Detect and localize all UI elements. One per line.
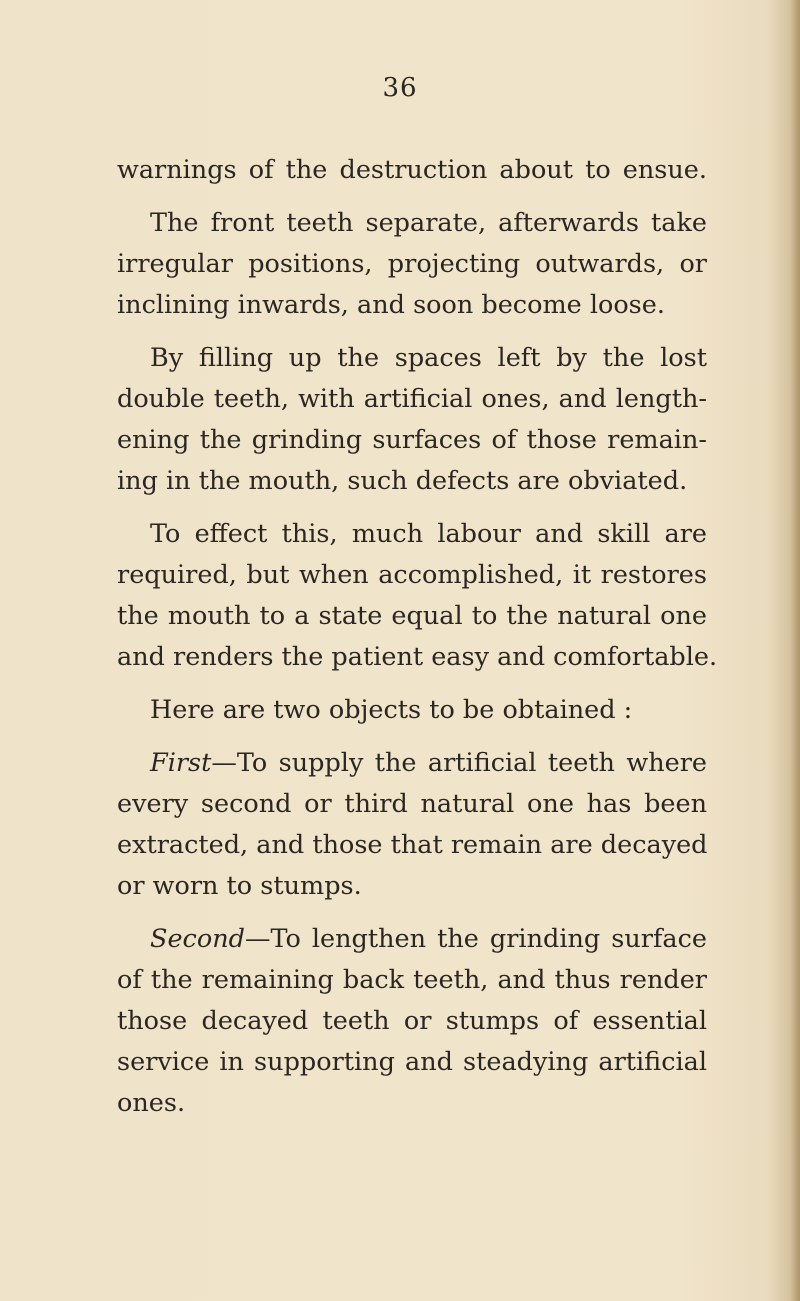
text-run: —To supply the artificial teeth where (211, 748, 707, 778)
text-line: of the remaining back teeth, and thus render (117, 965, 707, 995)
first-label: First (150, 748, 212, 778)
text-line: To effect this, much labour and skill are (150, 519, 707, 549)
text-line: ones. (117, 1088, 186, 1118)
text-line: warnings of the destruction about to ensue. (117, 155, 707, 185)
text-line: ening the grinding surfaces of those remain- (117, 425, 707, 455)
text-line: and renders the patient easy and comfortable. (117, 642, 718, 672)
text-line: extracted, and those that remain are decayed (117, 830, 708, 860)
body-text (117, 150, 718, 1124)
page-number: 36 (382, 73, 418, 103)
text-line: By filling up the spaces left by the lost (150, 343, 707, 373)
text-line: irregular positions, projecting outwards, or (117, 249, 707, 279)
text-line (117, 743, 707, 784)
text-line: The front teeth separate, afterwards take (150, 208, 707, 238)
text-line: the mouth to a state equal to the natural one (117, 601, 707, 631)
page-edge-shadow (790, 0, 800, 1301)
second-label: Second (150, 924, 245, 954)
text-line: ing in the mouth, such defects are obviated. (117, 466, 688, 496)
text-line: those decayed teeth or stumps of essential (117, 1006, 707, 1036)
text-line: double teeth, with artificial ones, and length- (117, 384, 707, 414)
text-line: service in supporting and steadying artificial (117, 1047, 707, 1077)
text-line: Here are two objects to be obtained : (150, 695, 633, 725)
text-line: every second or third natural one has been (117, 789, 707, 819)
text-line (117, 919, 707, 960)
text-line: or worn to stumps. (117, 871, 362, 901)
text-line: inclining inwards, and soon become loose. (117, 290, 665, 320)
text-line: required, but when accomplished, it restores (117, 560, 707, 590)
text-run: —To lengthen the grinding surface (244, 924, 707, 954)
